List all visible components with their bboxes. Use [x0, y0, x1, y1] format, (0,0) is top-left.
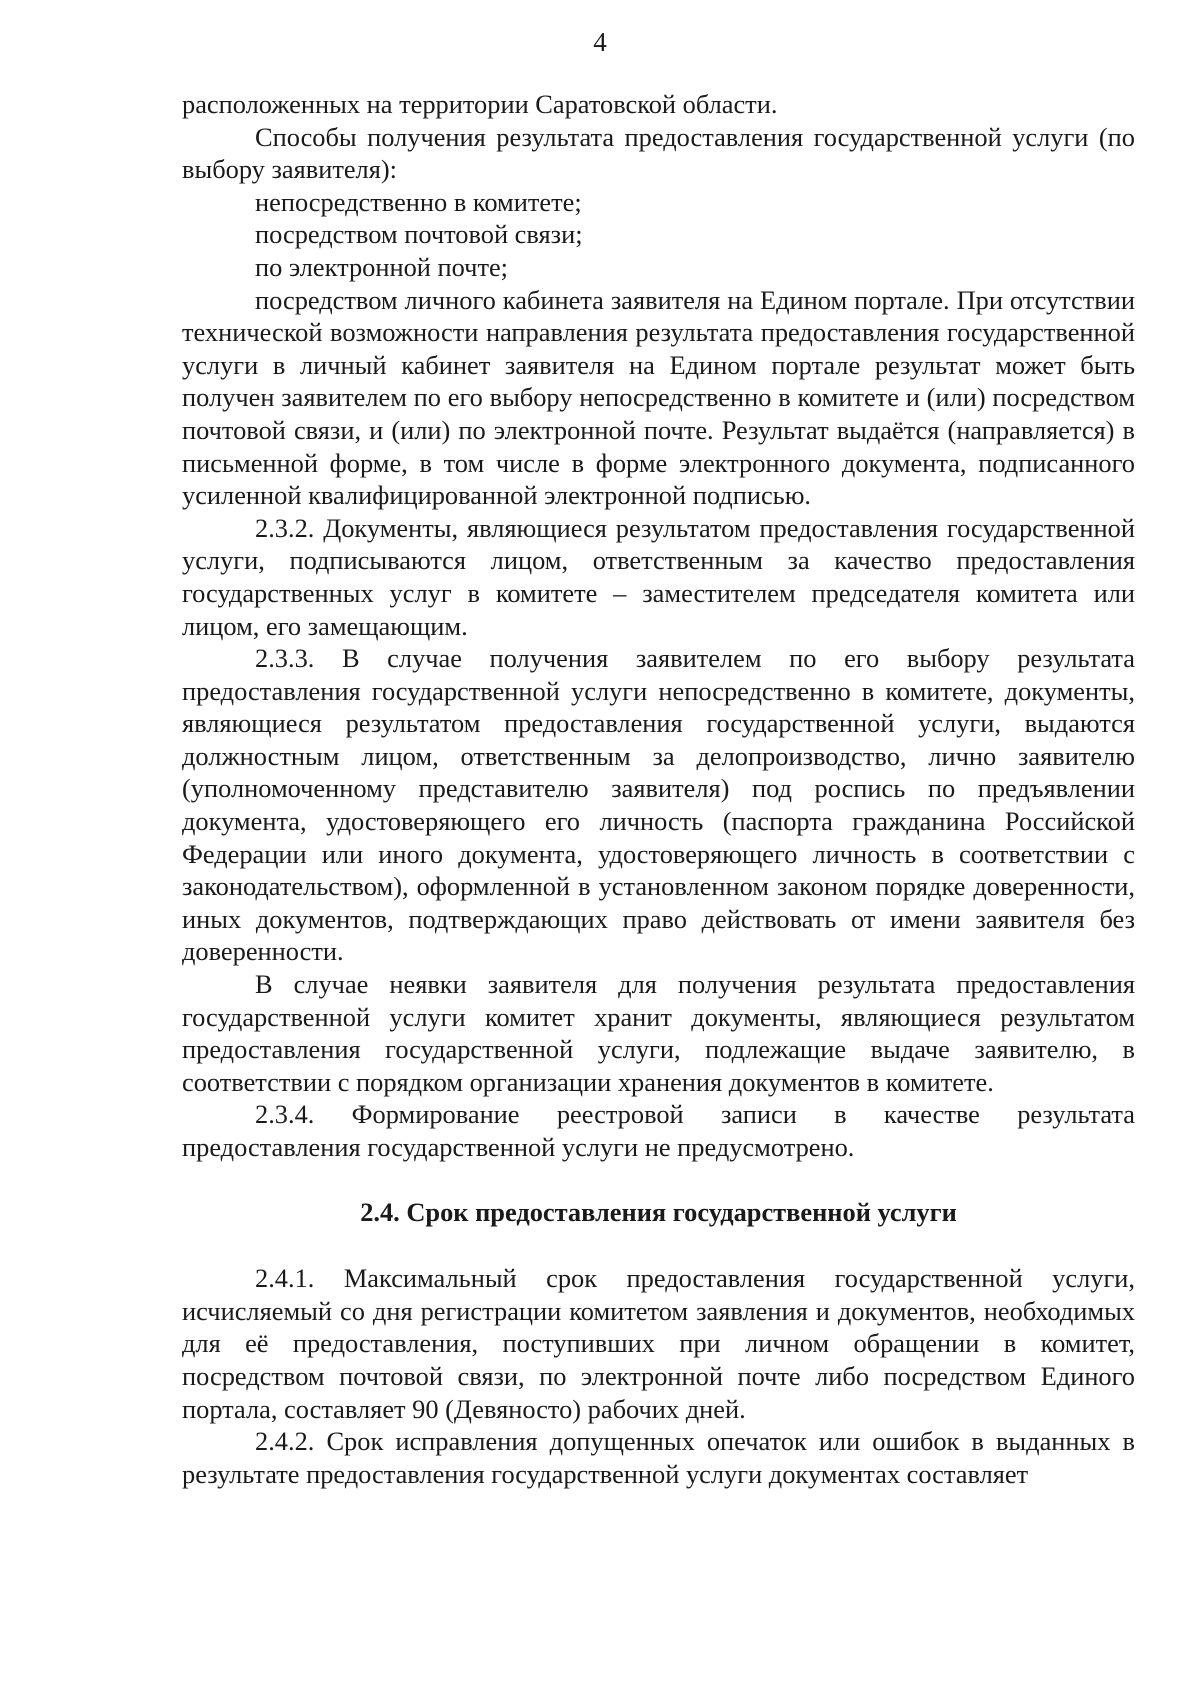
document-body [182, 88, 1135, 1490]
list-item-email: по электронной почте; [255, 251, 509, 282]
paragraph-2-3-3: 2.3.3. В случае получения заявителем по его выбору результата предоставления государственной услуги непосредственно в комитете, документы, являющиеся результатом предоставления государственной услуги, выдаются должностным лицом, ответственным за делопроизводство, лично заявителю (уполномоченному представителю заявителя) под роспись по предъявлении документа, удостоверяющего его личность (паспорта гражданина Российской Федерации или иного документа, удостоверяющего личность в соответствии с законодательством), оформленной в установленном законом порядке доверенности, иных документов, подтверждающих право действовать от имени заявителя без доверенности. [182, 643, 1135, 967]
list-item-postal: посредством почтовой связи; [255, 219, 583, 250]
paragraph-2-4-1: 2.4.1. Максимальный срок предоставления государственной услуги, исчисляемый со дня регистрации комитетом заявления и документов, необходимых для её предоставления, поступивших при личном обращении в комитет, посредством почтовой связи, по электронной почте либо посредством Единого портала, составляет 90 (Девяносто) рабочих дней. [182, 1263, 1135, 1424]
paragraph-receipt-methods: Способы получения результата предоставления государственной услуги (по выбору заявителя): [182, 121, 1135, 185]
paragraph-2-3-4: 2.3.4. Формирование реестровой записи в качестве результата предоставления государственной услуги не предусмотрено. [182, 1099, 1135, 1162]
paragraph-2-3-2: 2.3.2. Документы, являющиеся результатом предоставления государственной услуги, подписываются лицом, ответственным за качество предоставления государственных услуг в комитете – заместителем председателя комитета или лицом, его замещающим. [182, 512, 1135, 641]
paragraph-continuation: расположенных на территории Саратовской области. [182, 89, 778, 119]
paragraph-non-appearance: В случае неявки заявителя для получения результата предоставления государственной услуги комитет хранит документы, являющиеся результатом предоставления государственной услуги, подлежащие выдаче заявителю, в соответствии с порядком организации хранения документов в комитете. [182, 969, 1135, 1097]
paragraph-personal-account: посредством личного кабинета заявителя на Едином портале. При отсутствии технической возможности направления результата предоставления государственной услуги в личный кабинет заявителя на Едином портале результат может быть получен заявителем по его выбору непосредственно в комитете и (или) посредством почтовой связи, и (или) по электронной почте. Результат выдаётся (направляется) в письменной форме, в том числе в форме электронного документа, подписанного усиленной квалифицированной электронной подписью. [182, 284, 1135, 511]
list-item-in-committee: непосредственно в комитете; [255, 186, 582, 217]
paragraph-2-4-2: 2.4.2. Срок исправления допущенных опечаток или ошибок в выданных в результате предоставления государственной услуги документах составляет [182, 1426, 1135, 1489]
page-number: 4 [593, 27, 607, 57]
section-heading-2-4: 2.4. Срок предоставления государственной услуги [360, 1196, 957, 1227]
